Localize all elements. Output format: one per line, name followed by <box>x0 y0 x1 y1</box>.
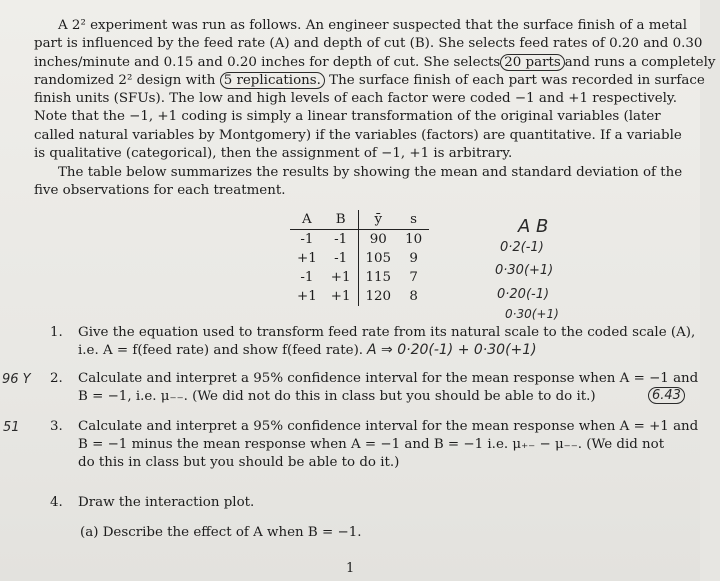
subquestion-a: (a) Describe the effect of A when B = −1. <box>80 525 362 540</box>
text-line: randomized 2² design with 5 replications. The surface finish of each part was recorded in surface <box>34 72 705 88</box>
question-4: 4. Draw the interaction plot. <box>50 495 255 510</box>
table-row: +1 -1 105 9 <box>297 251 418 266</box>
table-row: -1 -1 90 10 <box>290 230 429 250</box>
question-3: 3. Calculate and interpret a 95% confidence interval for the mean response when A = +1 and B = −1 minus the mean response when A = −1 and B = −1 i.e. μ₊₋ − μ₋₋. (We did not do this in class but you should be able to do it.) <box>50 419 699 470</box>
text-line: part is influenced by the feed rate (A) and depth of cut (B). She selects feed rates of 0.20 and 0.30 <box>34 36 703 52</box>
text-line: finish units (SFUs). The low and high levels of each factor were coded −1 and +1 respectively. <box>34 91 677 107</box>
question-2: 2. Calculate and interpret a 95% confidence interval for the mean response when A = −1 and B = −1, i.e. μ₋₋. (We did not do this in class but you should be able to do it.) <box>50 371 699 404</box>
text-line: inches/minute and 0.15 and 0.20 inches for depth of cut. She selects 20 parts and runs a completely <box>34 54 716 70</box>
col-header-ybar: ȳ <box>358 210 398 230</box>
handwritten-note: 0·30(+1) <box>495 263 554 278</box>
text-line: The table below summarizes the results by showing the mean and standard deviation of the <box>58 165 683 180</box>
text-line: is qualitative (categorical), then the assignment of −1, +1 is arbitrary. <box>34 146 513 162</box>
handwritten-margin-note: 51 <box>3 420 20 435</box>
handwritten-answer: A ⇒ 0·20(-1) + 0·30(+1) <box>367 342 537 358</box>
col-header-a: A <box>290 210 324 230</box>
handwritten-note: 0·30(+1) <box>505 307 559 321</box>
handwritten-margin-note: 96 Y <box>2 372 31 387</box>
text-line: called natural variables by Montgomery) if the variables (factors) are quantitative. If a variable <box>34 127 682 143</box>
col-header-b: B <box>324 210 358 230</box>
handwritten-note: 0·2(-1) <box>500 240 544 255</box>
col-header-s: s <box>398 210 429 230</box>
question-1: 1. Give the equation used to transform feed rate from its natural scale to the coded scale (A), i.e. A = f(feed rate) and show f(feed rate). <box>50 325 696 358</box>
intro-paragraph <box>34 17 716 163</box>
handwritten-answer: 6.43 <box>648 387 685 404</box>
text-line: Note that the −1, +1 coding is simply a linear transformation of the original variables (later <box>34 109 661 125</box>
treatment-summary-table <box>290 210 429 306</box>
handwritten-note: 0·20(-1) <box>497 287 550 302</box>
handwritten-ab-header: A B <box>518 216 549 237</box>
circled-annotation: 5 replications. <box>220 72 325 89</box>
text-line: five observations for each treatment. <box>34 183 286 199</box>
table-header-row <box>290 210 429 230</box>
page-number: 1 <box>346 561 355 576</box>
text-line: A 2² experiment was run as follows. An engineer suspected that the surface finish of a metal <box>58 18 687 33</box>
circled-annotation: 20 parts <box>500 54 565 71</box>
table-row: -1 +1 115 7 <box>300 270 418 285</box>
table-row: +1 +1 120 8 <box>297 289 418 304</box>
summary-paragraph <box>34 164 683 201</box>
